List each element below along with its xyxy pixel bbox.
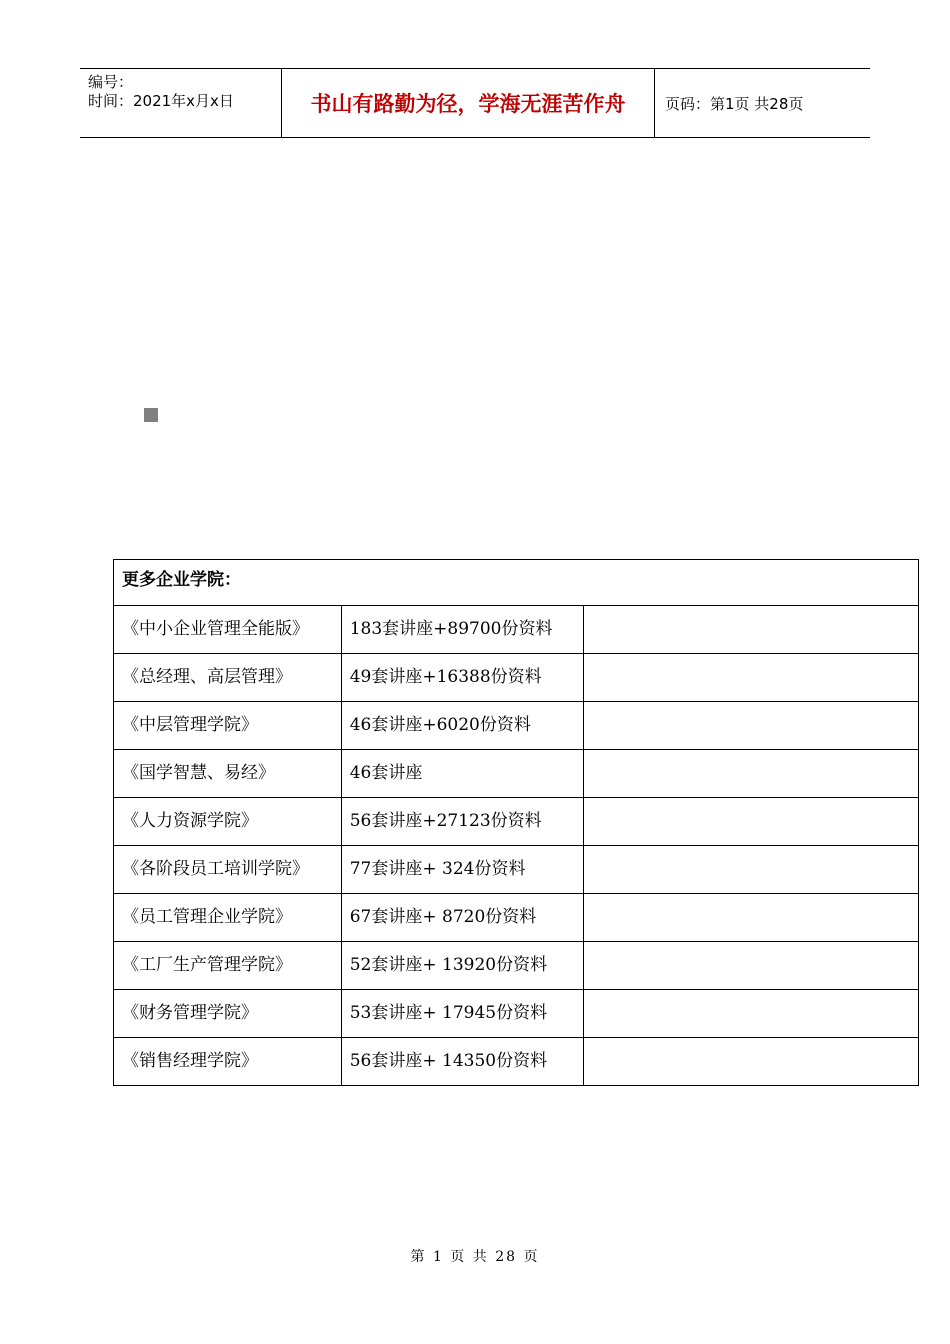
academy-desc: 56套讲座+ 14350份资料 — [341, 1038, 584, 1086]
academy-extra — [584, 942, 919, 990]
academy-name: 《中层管理学院》 — [114, 702, 342, 750]
academy-extra — [584, 606, 919, 654]
table-row — [114, 750, 919, 798]
table-row — [114, 846, 919, 894]
academy-name: 《总经理、高层管理》 — [114, 654, 342, 702]
academy-desc: 49套讲座+16388份资料 — [341, 654, 584, 702]
academy-desc: 183套讲座+89700份资料 — [341, 606, 584, 654]
table-row — [114, 654, 919, 702]
academy-extra — [584, 846, 919, 894]
academy-name: 《国学智慧、易经》 — [114, 750, 342, 798]
academy-extra — [584, 702, 919, 750]
academy-desc: 56套讲座+27123份资料 — [341, 798, 584, 846]
table-title: 更多企业学院： — [114, 560, 919, 606]
academy-extra — [584, 750, 919, 798]
document-time-label: 时间：2021年x月x日 — [88, 92, 234, 110]
academy-desc: 67套讲座+ 8720份资料 — [341, 894, 584, 942]
page-footer: 第 1 页 共 28 页 — [410, 1249, 540, 1265]
academy-desc: 52套讲座+ 13920份资料 — [341, 942, 584, 990]
academy-extra — [584, 990, 919, 1038]
academy-desc: 46套讲座 — [341, 750, 584, 798]
header-motto: 书山有路勤为径，学海无涯苦作舟 — [282, 69, 655, 137]
academy-name: 《财务管理学院》 — [114, 990, 342, 1038]
table-row — [114, 894, 919, 942]
table-row — [114, 798, 919, 846]
academy-name: 《员工管理企业学院》 — [114, 894, 342, 942]
table-row — [114, 942, 919, 990]
academy-extra — [584, 654, 919, 702]
academy-name: 《工厂生产管理学院》 — [114, 942, 342, 990]
academy-name: 《中小企业管理全能版》 — [114, 606, 342, 654]
academy-desc: 53套讲座+ 17945份资料 — [341, 990, 584, 1038]
document-number-label: 编号： — [88, 73, 134, 91]
header-page-info: 页码：第1页 共28页 — [665, 94, 804, 113]
table-row — [114, 990, 919, 1038]
page-header — [80, 68, 870, 138]
academy-name: 《各阶段员工培训学院》 — [114, 846, 342, 894]
header-meta — [80, 69, 282, 137]
academy-extra — [584, 1038, 919, 1086]
academy-name: 《人力资源学院》 — [114, 798, 342, 846]
academy-extra — [584, 798, 919, 846]
academy-desc: 77套讲座+ 324份资料 — [341, 846, 584, 894]
academy-desc: 46套讲座+6020份资料 — [341, 702, 584, 750]
table-row — [114, 606, 919, 654]
square-bullet-icon — [144, 408, 158, 422]
academy-table — [113, 559, 919, 1086]
academy-extra — [584, 894, 919, 942]
table-row — [114, 702, 919, 750]
academy-name: 《销售经理学院》 — [114, 1038, 342, 1086]
table-row — [114, 1038, 919, 1086]
